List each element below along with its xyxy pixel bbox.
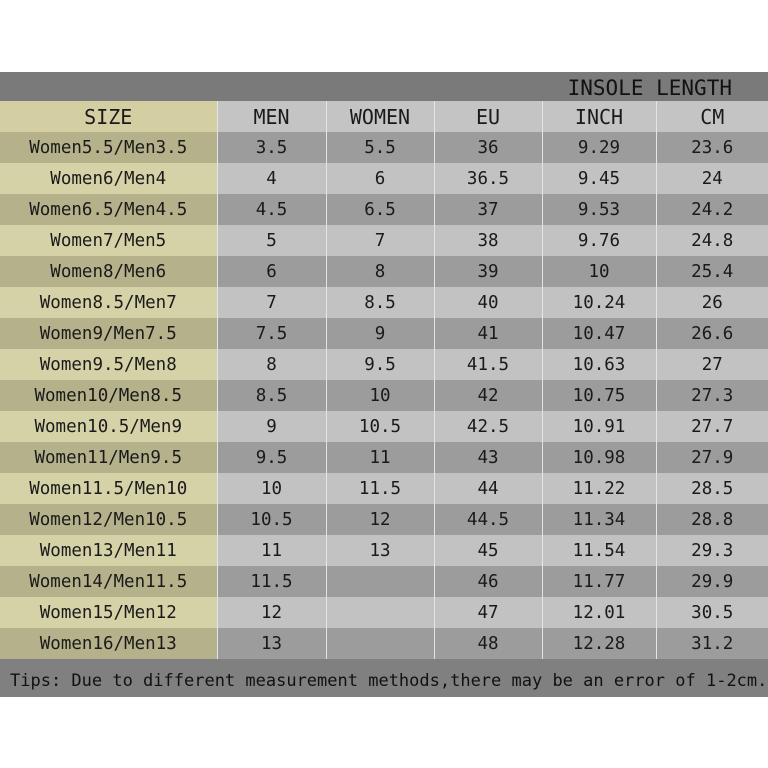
cell-cm: 24.2 (656, 194, 768, 225)
table-row (0, 597, 768, 628)
table-row (0, 287, 768, 318)
table-row (0, 442, 768, 473)
cell-size: Women11/Men9.5 (0, 442, 217, 473)
cell-women: 7 (326, 225, 434, 256)
cell-eu: 46 (434, 566, 542, 597)
cell-inch: 9.76 (542, 225, 656, 256)
cell-inch: 10.63 (542, 349, 656, 380)
cell-inch: 11.34 (542, 504, 656, 535)
size-table (0, 101, 768, 659)
cell-cm: 27.3 (656, 380, 768, 411)
cell-women: 11 (326, 442, 434, 473)
cell-eu: 48 (434, 628, 542, 659)
cell-eu: 47 (434, 597, 542, 628)
cell-size: Women10.5/Men9 (0, 411, 217, 442)
cell-eu: 41.5 (434, 349, 542, 380)
cell-men: 6 (217, 256, 326, 287)
table-row (0, 256, 768, 287)
cell-inch: 11.54 (542, 535, 656, 566)
cell-size: Women10/Men8.5 (0, 380, 217, 411)
cell-size: Women6/Men4 (0, 163, 217, 194)
cell-men: 8 (217, 349, 326, 380)
cell-cm: 23.6 (656, 132, 768, 163)
cell-cm: 28.8 (656, 504, 768, 535)
cell-men: 7.5 (217, 318, 326, 349)
cell-inch: 10.47 (542, 318, 656, 349)
table-row (0, 411, 768, 442)
cell-women (326, 628, 434, 659)
column-header-men: MEN (217, 101, 326, 132)
cell-inch: 10.91 (542, 411, 656, 442)
column-header-cm: CM (656, 101, 768, 132)
cell-eu: 38 (434, 225, 542, 256)
cell-cm: 31.2 (656, 628, 768, 659)
table-row (0, 473, 768, 504)
cell-eu: 42 (434, 380, 542, 411)
cell-inch: 10 (542, 256, 656, 287)
cell-size: Women9.5/Men8 (0, 349, 217, 380)
cell-eu: 44 (434, 473, 542, 504)
cell-men: 11 (217, 535, 326, 566)
cell-inch: 11.77 (542, 566, 656, 597)
table-row (0, 163, 768, 194)
cell-size: Women8.5/Men7 (0, 287, 217, 318)
cell-inch: 10.75 (542, 380, 656, 411)
table-row (0, 504, 768, 535)
cell-women: 6 (326, 163, 434, 194)
cell-inch: 9.29 (542, 132, 656, 163)
cell-inch: 9.53 (542, 194, 656, 225)
cell-women: 5.5 (326, 132, 434, 163)
cell-eu: 36.5 (434, 163, 542, 194)
cell-cm: 28.5 (656, 473, 768, 504)
cell-eu: 45 (434, 535, 542, 566)
column-header-eu: EU (434, 101, 542, 132)
column-header-inch: INCH (542, 101, 656, 132)
table-row (0, 349, 768, 380)
column-header-women: WOMEN (326, 101, 434, 132)
cell-cm: 29.9 (656, 566, 768, 597)
cell-size: Women11.5/Men10 (0, 473, 217, 504)
cell-cm: 27.9 (656, 442, 768, 473)
cell-women (326, 597, 434, 628)
cell-size: Women6.5/Men4.5 (0, 194, 217, 225)
cell-inch: 9.45 (542, 163, 656, 194)
cell-men: 5 (217, 225, 326, 256)
cell-women: 13 (326, 535, 434, 566)
table-row (0, 628, 768, 659)
cell-size: Women14/Men11.5 (0, 566, 217, 597)
cell-inch: 10.24 (542, 287, 656, 318)
cell-inch: 11.22 (542, 473, 656, 504)
cell-men: 7 (217, 287, 326, 318)
cell-eu: 43 (434, 442, 542, 473)
banner-title: INSOLE LENGTH (567, 76, 732, 100)
cell-men: 11.5 (217, 566, 326, 597)
cell-cm: 25.4 (656, 256, 768, 287)
cell-cm: 27 (656, 349, 768, 380)
table-row (0, 318, 768, 349)
cell-size: Women16/Men13 (0, 628, 217, 659)
cell-men: 10.5 (217, 504, 326, 535)
cell-men: 9.5 (217, 442, 326, 473)
cell-inch: 10.98 (542, 442, 656, 473)
tips-note: Tips: Due to different measurement methods,there may be an error of 1-2cm. (0, 666, 768, 697)
cell-size: Women13/Men11 (0, 535, 217, 566)
header-row (0, 101, 768, 132)
cell-size: Women8/Men6 (0, 256, 217, 287)
table-row (0, 194, 768, 225)
cell-size: Women5.5/Men3.5 (0, 132, 217, 163)
cell-men: 10 (217, 473, 326, 504)
cell-women: 8.5 (326, 287, 434, 318)
cell-inch: 12.28 (542, 628, 656, 659)
cell-women (326, 566, 434, 597)
cell-men: 4.5 (217, 194, 326, 225)
size-chart (0, 72, 768, 697)
cell-cm: 27.7 (656, 411, 768, 442)
cell-size: Women15/Men12 (0, 597, 217, 628)
cell-men: 9 (217, 411, 326, 442)
cell-eu: 41 (434, 318, 542, 349)
cell-women: 6.5 (326, 194, 434, 225)
cell-men: 12 (217, 597, 326, 628)
cell-inch: 12.01 (542, 597, 656, 628)
cell-eu: 44.5 (434, 504, 542, 535)
cell-eu: 40 (434, 287, 542, 318)
cell-eu: 39 (434, 256, 542, 287)
cell-men: 3.5 (217, 132, 326, 163)
table-row (0, 380, 768, 411)
cell-cm: 24.8 (656, 225, 768, 256)
cell-size: Women9/Men7.5 (0, 318, 217, 349)
cell-cm: 29.3 (656, 535, 768, 566)
cell-women: 9.5 (326, 349, 434, 380)
cell-cm: 26.6 (656, 318, 768, 349)
cell-women: 8 (326, 256, 434, 287)
cell-cm: 30.5 (656, 597, 768, 628)
cell-eu: 37 (434, 194, 542, 225)
cell-women: 9 (326, 318, 434, 349)
table-row (0, 132, 768, 163)
cell-men: 13 (217, 628, 326, 659)
column-header-size: SIZE (0, 101, 217, 132)
cell-women: 11.5 (326, 473, 434, 504)
cell-cm: 24 (656, 163, 768, 194)
cell-size: Women12/Men10.5 (0, 504, 217, 535)
table-row (0, 225, 768, 256)
cell-cm: 26 (656, 287, 768, 318)
cell-men: 4 (217, 163, 326, 194)
cell-eu: 36 (434, 132, 542, 163)
cell-men: 8.5 (217, 380, 326, 411)
table-row (0, 535, 768, 566)
cell-women: 10.5 (326, 411, 434, 442)
cell-size: Women7/Men5 (0, 225, 217, 256)
cell-eu: 42.5 (434, 411, 542, 442)
insole-length-banner (0, 72, 768, 101)
cell-women: 12 (326, 504, 434, 535)
cell-women: 10 (326, 380, 434, 411)
table-row (0, 566, 768, 597)
